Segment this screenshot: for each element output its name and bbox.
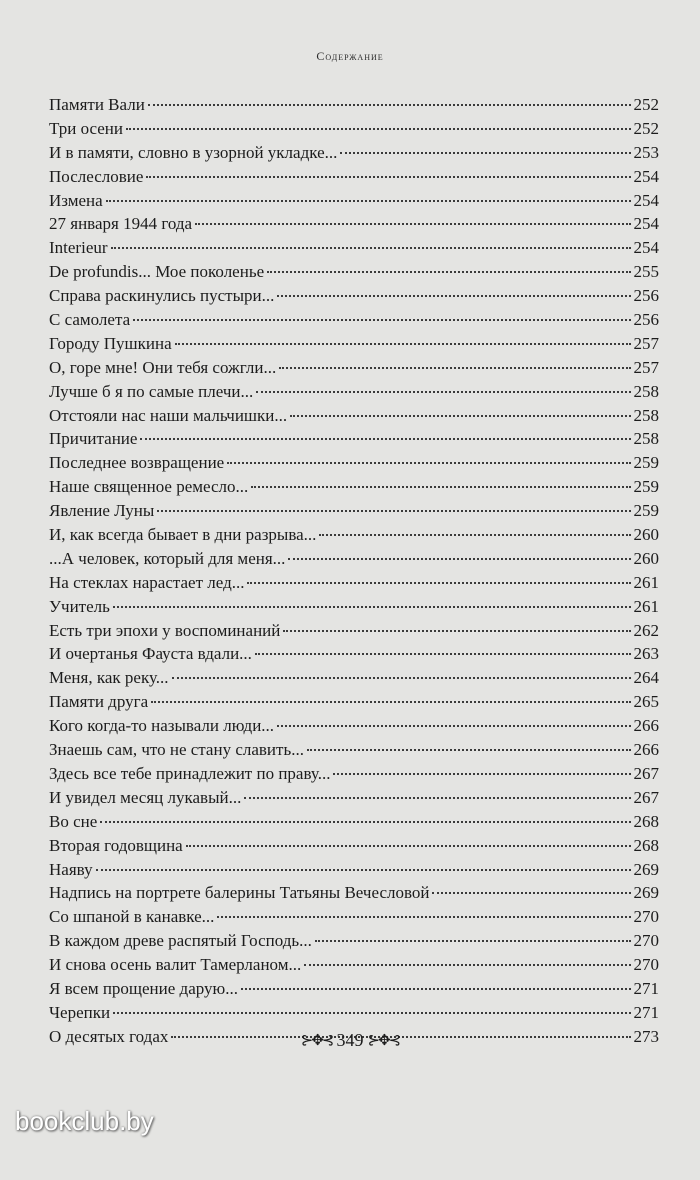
toc-entry-title: Последнее возвращение [49,453,225,473]
toc-dot-leader [255,652,631,655]
page-folio [0,1030,700,1051]
toc-entry-page: 265 [633,692,659,712]
toc-entry-page: 264 [633,668,659,688]
toc-dot-leader [340,151,630,154]
toc-entry-page: 257 [633,333,659,353]
toc-entry [49,236,659,260]
toc-entry [49,738,659,762]
toc-dot-leader [290,414,630,417]
page-header: Содержание [316,49,384,63]
toc-entry [49,212,659,236]
toc-entry-title: Я всем прощение дарую... [49,978,238,998]
toc-entry [49,786,659,810]
toc-entry-title: И очертанья Фауста вдали... [49,644,252,664]
toc-entry-page: 270 [633,931,659,951]
toc-entry [49,810,659,834]
toc-dot-leader [100,820,630,823]
toc-entry [49,547,659,571]
toc-dot-leader [157,509,630,512]
toc-dot-leader [256,390,630,393]
toc-entry-title: Явление Луны [49,501,155,521]
toc-entry [49,308,659,332]
toc-entry-title: На стеклах нарастает лед... [49,572,245,592]
toc-dot-leader [175,342,631,345]
toc-entry-title: С самолета [49,310,131,330]
toc-entry-page: 260 [633,548,659,568]
toc-dot-leader [432,891,630,894]
toc-dot-leader [113,1011,630,1014]
toc-entry-page: 268 [633,811,659,831]
toc-dot-leader [106,199,631,202]
toc-entry [49,260,659,284]
toc-entry-title: Меня, как реку... [49,668,169,688]
toc-entry-page: 271 [633,978,659,998]
toc-entry-page: 259 [633,453,659,473]
toc-dot-leader [241,987,631,990]
toc-entry-title: В каждом древе распятый Господь... [49,931,312,951]
toc-entry-page: 269 [633,859,659,879]
toc-entry-title: Здесь все тебе принадлежит по праву... [49,763,331,783]
toc-entry-page: 258 [633,381,659,401]
left-ornament-icon: ⊱✥⊰ [300,1033,333,1049]
toc-entry-page: 252 [633,118,659,138]
toc-entry-title: Послесловие [49,166,144,186]
toc-entry-page: 260 [633,525,659,545]
toc-entry [49,117,659,141]
toc-entry [49,619,659,643]
toc-entry-title: И снова осень валит Тамерланом... [49,955,302,975]
toc-dot-leader [186,844,631,847]
toc-entry-page: 253 [633,142,659,162]
toc-entry [49,93,659,117]
toc-entry [49,356,659,380]
toc-dot-leader [315,939,631,942]
toc-dot-leader [247,581,630,584]
toc-entry-title: Лучше б я по самые плечи... [49,381,254,401]
toc-dot-leader [277,724,630,727]
toc-entry-page: 254 [633,214,659,234]
toc-entry [49,451,659,475]
toc-entry [49,1001,659,1025]
toc-entry [49,404,659,428]
toc-entry-title: Interieur [49,238,108,258]
toc-entry [49,427,659,451]
toc-dot-leader [172,676,631,679]
toc-entry [49,666,659,690]
toc-entry-title: Городу Пушкина [49,333,172,353]
toc-entry-page: 263 [633,644,659,664]
toc-dot-leader [96,868,631,871]
toc-dot-leader [251,485,630,488]
toc-entry [49,762,659,786]
toc-dot-leader [148,103,631,106]
toc-entry-page: 269 [633,883,659,903]
toc-entry-page: 270 [633,907,659,927]
toc-entry-title: Кого когда-то называли люди... [49,716,275,736]
toc-entry-page: 261 [633,572,659,592]
toc-entry-title: 27 января 1944 года [49,214,193,234]
toc-entry-title: Со шпаной в канавке... [49,907,215,927]
toc-entry-page: 255 [633,262,659,282]
toc-entry-page: 261 [633,596,659,616]
toc-entry [49,475,659,499]
toc-entry-title: Памяти друга [49,692,149,712]
toc-entry-title: Надпись на портрете балерины Татьяны Вечесловой [49,883,430,903]
toc-entry-page: 268 [633,835,659,855]
table-of-contents [49,93,659,1049]
toc-dot-leader [113,605,631,608]
toc-entry-page: 258 [633,405,659,425]
toc-entry-page: 256 [633,286,659,306]
toc-entry-title: Измена [49,190,103,210]
toc-dot-leader [146,175,630,178]
toc-entry-title: Учитель [49,596,110,616]
toc-entry-title: О десятых годах [49,1026,169,1046]
toc-entry [49,953,659,977]
toc-entry-title: О, горе мне! Они тебя сожгли... [49,357,277,377]
toc-entry-page: 257 [633,357,659,377]
toc-entry-title: И увидел месяц лукавый... [49,787,242,807]
toc-entry [49,690,659,714]
toc-entry-page: 266 [633,740,659,760]
toc-entry-title: Причитание [49,429,138,449]
toc-entry-title: Черепки [49,1002,111,1022]
toc-dot-leader [333,772,630,775]
toc-entry-page: 273 [633,1026,659,1046]
toc-entry-page: 256 [633,310,659,330]
toc-entry-page: 254 [633,238,659,258]
toc-dot-leader [126,127,630,130]
toc-entry [49,834,659,858]
toc-entry [49,165,659,189]
toc-entry [49,571,659,595]
toc-entry-title: Наяву [49,859,93,879]
toc-entry [49,284,659,308]
toc-dot-leader [267,270,630,273]
toc-entry-page: 259 [633,477,659,497]
toc-entry [49,332,659,356]
toc-dot-leader [304,963,630,966]
toc-entry-title: Три осени [49,118,124,138]
toc-entry-title: Справа раскинулись пустыри... [49,286,275,306]
toc-entry-title: Памяти Вали [49,95,145,114]
toc-entry-page: 258 [633,429,659,449]
toc-entry-page: 254 [633,190,659,210]
toc-entry [49,977,659,1001]
toc-entry [49,714,659,738]
toc-dot-leader [288,557,630,560]
toc-entry-title: De profundis... Мое поколенье [49,262,265,282]
toc-dot-leader [244,796,630,799]
toc-dot-leader [277,294,630,297]
toc-dot-leader [133,318,630,321]
toc-entry-title: Вторая годовщина [49,835,183,855]
toc-entry-page: 252 [633,95,659,114]
toc-entry [49,189,659,213]
toc-dot-leader [307,748,631,751]
toc-entry-title: Наше священное ремесло... [49,477,249,497]
toc-entry-title: Во сне [49,811,98,831]
toc-entry [49,881,659,905]
toc-entry-page: 259 [633,501,659,521]
toc-dot-leader [140,437,630,440]
right-ornament-icon: ⊱✥⊰ [367,1033,400,1049]
toc-entry-page: 262 [633,620,659,640]
toc-dot-leader [283,629,630,632]
toc-entry-page: 266 [633,716,659,736]
toc-entry-title: И, как всегда бывает в дни разрыва... [49,525,317,545]
toc-entry-page: 254 [633,166,659,186]
toc-dot-leader [279,366,630,369]
toc-dot-leader [111,246,631,249]
toc-dot-leader [151,700,630,703]
toc-entry [49,905,659,929]
toc-entry-title: И в памяти, словно в узорной укладке... [49,142,338,162]
toc-entry-title: Знаешь сам, что не стану славить... [49,740,304,760]
toc-entry [49,141,659,165]
toc-entry [49,499,659,523]
toc-entry [49,595,659,619]
toc-dot-leader [227,461,630,464]
page-number: 349 [336,1030,364,1050]
toc-entry-title: Отстояли нас наши мальчишки... [49,405,288,425]
watermark-text: bookclub.by [15,1106,154,1136]
toc-dot-leader [319,533,630,536]
toc-dot-leader [217,915,630,918]
toc-entry-page: 270 [633,955,659,975]
toc-entry-page: 267 [633,787,659,807]
toc-entry-title: ...А человек, который для меня... [49,548,286,568]
toc-dot-leader [195,222,630,225]
toc-entry [49,929,659,953]
toc-entry-title: Есть три эпохи у воспоминаний [49,620,281,640]
toc-entry [49,642,659,666]
toc-entry [49,380,659,404]
toc-entry [49,523,659,547]
toc-entry [49,858,659,882]
toc-entry-page: 271 [633,1002,659,1022]
toc-entry-page: 267 [633,763,659,783]
